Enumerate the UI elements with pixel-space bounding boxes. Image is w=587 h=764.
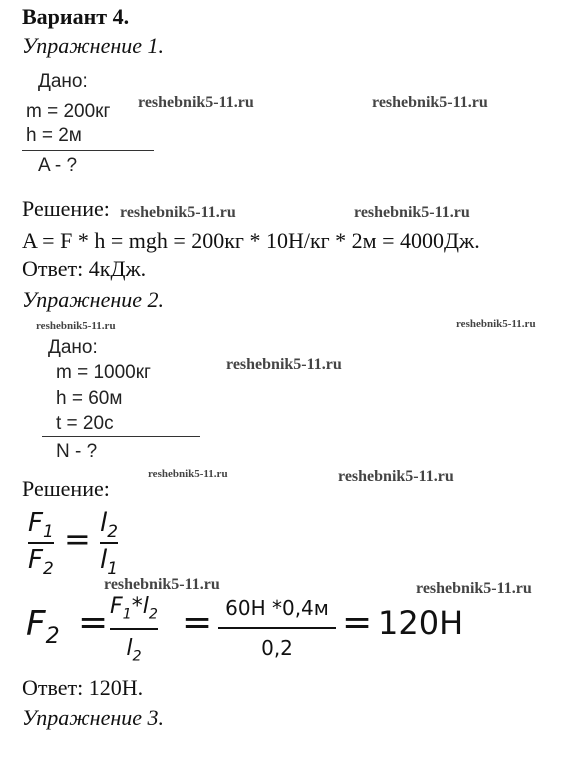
- find-2: N - ?: [56, 441, 98, 462]
- given-mass-2: m = 1000кг: [56, 362, 151, 383]
- given-label-1: Дано:: [38, 71, 88, 92]
- find-1: A - ?: [38, 155, 78, 176]
- ratio-lhs-numerator-subscript: 1: [42, 521, 54, 542]
- calc-f2-denominator: 0,2: [261, 636, 293, 660]
- calc-f1-den: l: [126, 636, 133, 662]
- calc-fraction-1: [110, 594, 158, 665]
- formula-work-1: A = F * h = mgh = 200кг * 10Н/кг * 2м = 4000Дж.: [22, 228, 480, 253]
- calc-f1-num-a-subscript: 1: [122, 606, 132, 623]
- answer-1: Ответ: 4кДж.: [22, 256, 147, 281]
- solution-label-1: Решение:: [22, 196, 110, 221]
- ratio-rhs-numerator: l: [100, 508, 108, 538]
- watermark: reshebnik5-11.ru: [226, 356, 342, 373]
- given-mass-1: m = 200кг: [26, 101, 111, 122]
- variant-title: Вариант 4.: [22, 4, 130, 29]
- given-time-2: t = 20с: [56, 413, 114, 434]
- calc-f1-num-a: F: [110, 594, 123, 619]
- calc-equals-3: =: [342, 602, 373, 643]
- watermark: reshebnik5-11.ru: [416, 580, 532, 597]
- watermark: reshebnik5-11.ru: [104, 576, 220, 593]
- exercise-3-heading: Упражнение 3.: [22, 705, 165, 730]
- answer-2: Ответ: 120Н.: [22, 675, 144, 700]
- ratio-lhs-fraction: [28, 508, 54, 578]
- calc-fraction-1-bar: [110, 628, 158, 630]
- calc-fraction-2-bar: [218, 627, 336, 629]
- given-divider-1: [22, 150, 154, 151]
- ratio-rhs-denominator-subscript: 1: [107, 558, 118, 579]
- ratio-lhs-numerator: F: [28, 508, 43, 538]
- exercise-2-heading: Упражнение 2.: [22, 287, 165, 312]
- given-divider-2: [42, 436, 200, 437]
- ratio-equals: =: [64, 520, 91, 558]
- ratio-rhs-denominator: l: [100, 545, 108, 576]
- calc-f1-num-b-subscript: 2: [148, 606, 158, 623]
- calc-f1-num-b: *l: [131, 594, 149, 619]
- ratio-lhs-denominator: F: [28, 545, 43, 576]
- calc-f1-den-subscript: 2: [132, 648, 142, 665]
- ratio-rhs-fraction: [100, 508, 118, 578]
- given-label-2: Дано:: [48, 337, 98, 358]
- calc-equals-2: =: [182, 602, 213, 643]
- watermark: reshebnik5-11.ru: [36, 320, 116, 332]
- watermark: reshebnik5-11.ru: [372, 94, 488, 111]
- exercise-1-heading: Упражнение 1.: [22, 33, 165, 58]
- calc-result: 120Н: [378, 604, 464, 642]
- watermark: reshebnik5-11.ru: [120, 204, 236, 221]
- watermark: reshebnik5-11.ru: [338, 468, 454, 485]
- ratio-rhs-bar: [100, 542, 118, 544]
- calc-equals-1: =: [78, 602, 109, 643]
- calc-lhs-symbol: F: [26, 604, 46, 644]
- ratio-rhs-numerator-subscript: 2: [107, 521, 118, 542]
- calc-f2-numerator: 60Н *0,4м: [225, 596, 329, 620]
- calc-lhs-subscript: 2: [45, 622, 60, 649]
- watermark: reshebnik5-11.ru: [354, 204, 470, 221]
- ratio-lhs-bar: [28, 542, 54, 544]
- calc-lhs: [26, 604, 60, 649]
- watermark: reshebnik5-11.ru: [148, 468, 228, 480]
- given-height-2: h = 60м: [56, 388, 123, 409]
- watermark: reshebnik5-11.ru: [456, 318, 536, 330]
- calc-fraction-2: [218, 596, 336, 660]
- ratio-lhs-denominator-subscript: 2: [42, 558, 54, 579]
- solution-label-2: Решение:: [22, 476, 110, 501]
- watermark: reshebnik5-11.ru: [138, 94, 254, 111]
- given-height-1: h = 2м: [26, 125, 82, 146]
